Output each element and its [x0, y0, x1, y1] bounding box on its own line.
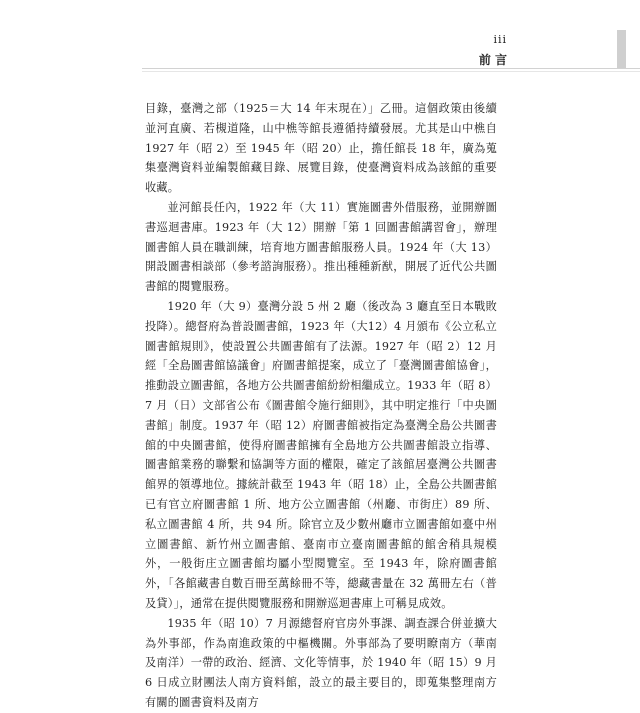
paragraph: 並河館長任內，1922 年（大 11）實施圖書外借服務，並開辦圖書巡迴書庫。1923 年（大 12）開辦「第 1 回圖書館講習會」，辦理圖書館人員在職訓練，培育地方圖書館服務人員。1924 年（大 13）開設圖書相談部（參考諮詢服務）。推出種種新猷，開展了近代公共圖書館的閱覽服務。 — [145, 200, 497, 294]
chapter-title: 前 言 — [478, 53, 507, 67]
header-divider — [142, 68, 640, 69]
thumb-tab — [617, 30, 626, 68]
page-number: iii — [493, 33, 507, 46]
paragraph: 1935 年（昭 10）7 月源總督府官房外事課、調查課合併並擴大為外事部，作為南進政策的中樞機關。外事部為了要明瞭南方（華南及南洋）一帶的政治、經濟、文化等情事，於 1940 年（昭 15）9 月 6 日成立財團法人南方資料館，設立的最主要目的，即蒐集整理南方有關的圖書資料及南方 — [145, 616, 497, 709]
paragraph: 目錄，臺灣之部（1925＝大 14 年末現在）」乙冊。這個政策由後續並河直廣、若槻道隆，山中樵等館長遵循持續發展。尤其是山中樵自 1927 年（昭 2）至 1945 年（昭 20）止，擔任館長 18 年，廣為蒐集臺灣資料並編製館藏目錄、展覽目錄，使臺灣資料成為該館的重要收藏。 — [145, 102, 497, 195]
paragraph: 1920 年（大 9）臺灣分設 5 州 2 廳（後改為 3 廳直至日本戰敗投降）。總督府為普設圖書館，1923 年（大12）4 月頒布《公立私立圖書館規則》，使設置公共圖書館有了法源。1927 年（昭 2）12 月經「全島圖書館協議會」府圖書館提案，成立了「臺灣圖書館協會」，推動設立圖書館，各地方公共圖書館紛紛相繼成立。1933 年（昭 8）7 月（日）文部省公布《圖書館令施行細則》，其中明定推行「中央圖書館」制度。1937 年（昭 12）府圖書館被指定為臺灣全島公共圖書館的中央圖書館，使得府圖書館擁有全島地方公共圖書館設立指導、圖書館業務的聯繫和協調等方面的權限，確定了該館居臺灣公共圖書館界的領導地位。據統計截至 1943 年（昭 18）止，全島公共圖書館已有官立府圖書館 1 所、地方公立圖書館（州廳、市街庄）89 所、私立圖書館 4 所，共 94 所。除官立及少數州廳市立圖書館如臺中州立圖書館、新竹州立圖書館、臺南市立臺南圖書館的館舍稍具規模外，一般街庄立圖書館均屬小型閱覽室。至 1943 年，除府圖書館外，「各館藏書自數百冊至萬餘冊不等，總藏書量在 32 萬冊左右（普及貸）」，通常在提供閱覽服務和開辦巡迴書庫上可稱見成效。 — [145, 299, 497, 610]
body-text — [145, 99, 497, 713]
page-header — [479, 33, 507, 69]
header-divider-secondary — [142, 71, 640, 72]
